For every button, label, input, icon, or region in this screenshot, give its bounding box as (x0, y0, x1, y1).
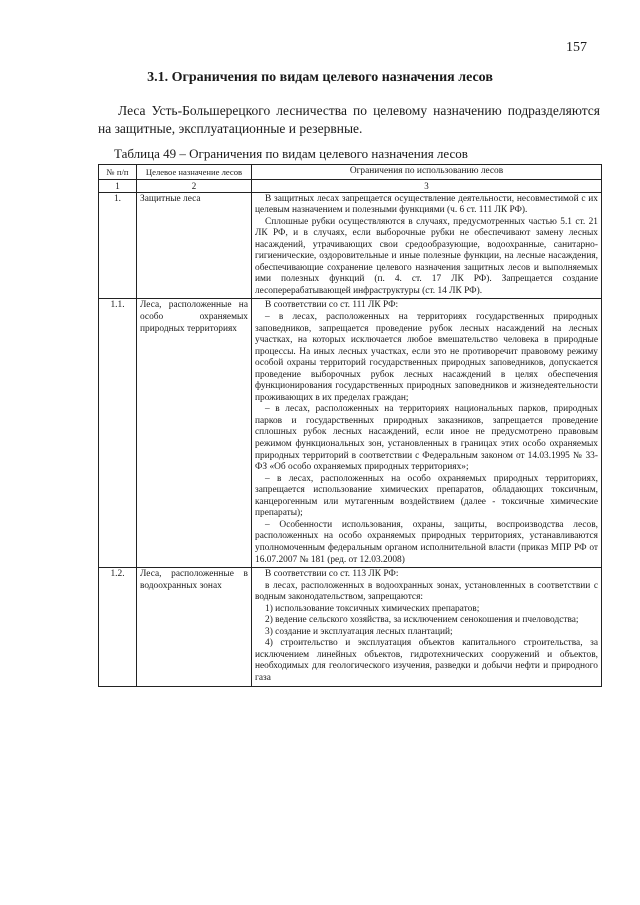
column-number: 2 (137, 179, 252, 192)
row-purpose: Леса, расположенные на особо охраняемых природных территориях (137, 299, 252, 568)
restriction-paragraph: в лесах, расположенных в водоохранных зонах, установленных в соответствии с водным законодательством, запрещаются: (255, 580, 598, 603)
table-caption: Таблица 49 – Ограничения по видам целевого назначения лесов (114, 146, 468, 161)
row-purpose: Леса, расположенные в водоохранных зонах (137, 568, 252, 686)
restriction-paragraph: 1) использование токсичных химических препаратов; (265, 603, 480, 614)
row-purpose: Защитные леса (137, 192, 252, 299)
header-restrictions: Ограничения по использованию лесов (252, 165, 602, 180)
table-row (99, 568, 602, 686)
restriction-paragraph: 4) строительство и эксплуатация объектов капитального строительства, за исключением линейных объектов, гидротехнических сооружений и объектов, необходимых для геологического изучения, разведки и добычи нефти и природного газа (255, 638, 598, 683)
intro-paragraph: Леса Усть-Большерецкого лесничества по целевому назначению подразделяются на защитные, эксплуатационные и резервные. (98, 103, 600, 136)
row-restrictions (252, 192, 602, 299)
restriction-paragraph: В защитных лесах запрещается осуществление деятельности, несовместимой с их целевым назначением и полезными функциями (ч. 6 ст. 111 ЛК РФ). (255, 193, 598, 216)
section-title: 3.1. Ограничения по видам целевого назначения лесов (147, 70, 493, 85)
row-restrictions (252, 299, 602, 568)
header-num: № п/п (99, 165, 137, 180)
row-number: 1.1. (99, 299, 137, 568)
row-restrictions (252, 568, 602, 686)
column-number-row (99, 179, 602, 192)
restriction-paragraph: – в лесах, расположенных на территориях национальных парков, природных парков и государственных природных заказников, запрещается проведение сплошных рубок лесных насаждений, если иное не предусмотрено правовым режимом функциональных зон, установленных в границах этих особо охраняемых природных территорий в соответствии с Федеральным законом от 14.03.1995 № 33-ФЗ «Об особо охраняемых природных территориях»; (255, 404, 598, 473)
table-row (99, 192, 602, 299)
header-purpose: Целевое назначение лесов (137, 165, 252, 180)
restriction-paragraph: 2) ведение сельского хозяйства, за исключением сенокошения и пчеловодства; (265, 615, 579, 626)
restriction-paragraph: – Особенности использования, охраны, защиты, воспроизводства лесов, расположенных на особо охраняемых природных территориях, устанавливаются уполномоченным федеральным органом исполнительной власти (приказ МПР РФ от 16.07.2007 № 181 (ред. от 12.03.2008) (255, 519, 598, 565)
row-number: 1.2. (99, 568, 137, 686)
restriction-paragraph: – в лесах, расположенных на территориях государственных природных заповедников, запрещается проведение рубок лесных насаждений на лесных участках, на которых исключается любое вмешательство человека в природные процессы. На иных лесных участках, если это не противоречит правовому режиму особой охраны территорий государственных природных заповедников, допускается проведение выборочных рубок лесных насаждений в целях обеспечения функционирования государственных природных заповедников и жизнедеятельности проживающих в их пределах граждан; (255, 312, 598, 403)
column-number: 1 (99, 179, 137, 192)
restriction-paragraph: 3) создание и эксплуатация лесных плантаций; (265, 626, 453, 637)
row-number: 1. (99, 192, 137, 299)
table-header-row (99, 165, 602, 180)
restriction-paragraph: В соответствии со ст. 113 ЛК РФ: (265, 569, 399, 580)
restrictions-table (98, 164, 602, 687)
restriction-paragraph: – в лесах, расположенных на особо охраняемых природных территориях, запрещается использование химических препаратов, обладающих токсичным, канцерогенным или мутагенным воздействием (далее - токсичные химические препараты); (255, 473, 598, 519)
restriction-paragraph: Сплошные рубки осуществляются в случаях, предусмотренных частью 5.1 ст. 21 ЛК РФ, и в случаях, если выборочные рубки не обеспечивают замену лесных насаждений, утрачивающих свои средообразующие, водоохранные, санитарно-гигиенические, оздоровительные и иные полезные функции, на лесные насаждения, обеспечивающие сохранение целевого назначения защитных лесов и выполняемых ими полезных функций (п. 4. ст. 17 ЛК РФ). Запрещается создание лесоперерабатывающей инфраструктуры (ст. 14 ЛК РФ). (255, 216, 598, 296)
restriction-paragraph: В соответствии со ст. 111 ЛК РФ: (265, 300, 399, 311)
page-number: 157 (566, 40, 587, 55)
table-row (99, 299, 602, 568)
column-number: 3 (252, 179, 602, 192)
